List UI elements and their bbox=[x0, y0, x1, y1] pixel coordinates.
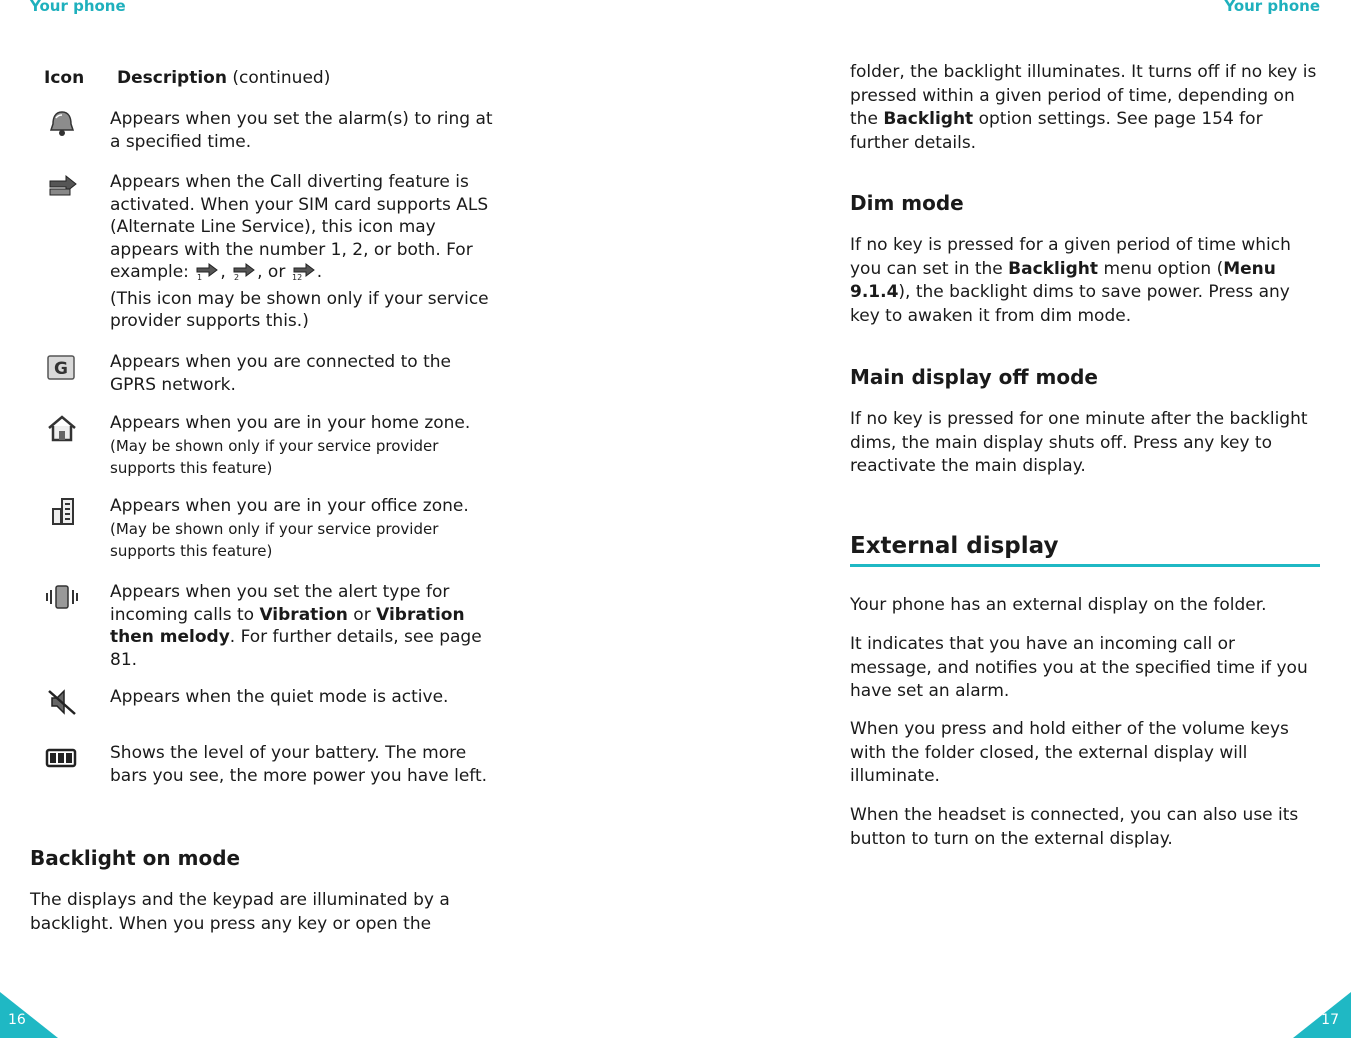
row-description bbox=[110, 171, 494, 333]
external-display-paragraph: When the headset is connected, you can also use its button to turn on the external display. bbox=[850, 805, 1299, 849]
menu-reference: Menu 9.1.4 bbox=[850, 258, 1276, 302]
external-display-heading: External display bbox=[850, 533, 1320, 567]
call-divert-both-lines-icon bbox=[291, 261, 317, 281]
external-display-paragraph: When you press and hold either of the volume keys with the folder closed, the external display will illuminate. bbox=[850, 719, 1289, 786]
svg-text:1: 1 bbox=[197, 273, 203, 281]
svg-text:12: 12 bbox=[291, 273, 302, 281]
row-text: . For further details, see page 81. bbox=[110, 627, 482, 670]
backlight-on-text: The displays and the keypad are illuminated by a backlight. When you press any key or open the bbox=[30, 890, 450, 934]
text-run: ), the backlight dims to save power. Press any key to awaken it from dim mode. bbox=[850, 282, 1290, 326]
divert-end: . bbox=[316, 262, 323, 282]
quiet-mode-icon bbox=[44, 686, 80, 718]
dim-mode-heading: Dim mode bbox=[850, 191, 964, 215]
backlight-option: Backlight bbox=[1008, 258, 1099, 279]
row-description: Appears when the quiet mode is active. bbox=[110, 687, 449, 707]
text-run: If no key is pressed for a given period of time which you can set in the bbox=[850, 235, 1291, 279]
text-run: folder, the backlight illuminates. It turns off if no key is pressed within a given period of time, depending on the bbox=[850, 62, 1317, 129]
row-description: Shows the level of your battery. The more bars you see, the more power you have left. bbox=[110, 743, 488, 786]
column-header-description: Description bbox=[117, 68, 227, 88]
row-text: Appears when you are in your home zone. bbox=[110, 413, 471, 433]
running-head-left: Your phone bbox=[30, 0, 126, 15]
battery-icon bbox=[44, 742, 80, 774]
vibration-option: Vibration bbox=[259, 604, 348, 625]
alarm-bell-icon bbox=[44, 108, 80, 140]
backlight-on-heading: Backlight on mode bbox=[30, 846, 241, 870]
row-description bbox=[110, 581, 494, 671]
call-divert-icon bbox=[44, 171, 80, 203]
row-note: (This icon may be shown only if your service provider supports this.) bbox=[110, 288, 489, 331]
column-header-continued: (continued) bbox=[226, 68, 331, 88]
backlight-continued-text bbox=[850, 61, 1320, 155]
row-text: Appears when you set the alert type for incoming calls to bbox=[110, 582, 450, 625]
vibration-icon bbox=[44, 581, 80, 613]
page-number: 17 bbox=[1321, 1012, 1339, 1028]
row-description: Appears when you set the alarm(s) to ring at a specified time. bbox=[110, 109, 493, 152]
row-description bbox=[110, 412, 494, 480]
page-number: 16 bbox=[8, 1012, 26, 1028]
row-description: Appears when you are connected to the GPRS network. bbox=[110, 352, 451, 395]
row-note: (May be shown only if your service provider supports this feature) bbox=[110, 519, 439, 560]
backlight-option: Backlight bbox=[883, 109, 974, 129]
row-description bbox=[110, 495, 494, 563]
table-header bbox=[44, 68, 330, 88]
external-display-paragraph: Your phone has an external display on the folder. bbox=[850, 595, 1267, 615]
call-divert-line1-icon bbox=[194, 261, 220, 281]
row-text: or bbox=[347, 604, 377, 625]
column-header-icon: Icon bbox=[44, 68, 85, 88]
dim-mode-text bbox=[850, 234, 1320, 328]
divert-sep: , bbox=[220, 262, 232, 282]
text-run: option settings. See page 154 for further details. bbox=[850, 109, 1263, 153]
external-display-paragraph: It indicates that you have an incoming call or message, and notifies you at the specified time if you have set an alarm. bbox=[850, 634, 1308, 701]
running-head-right: Your phone bbox=[1224, 0, 1320, 15]
text-run: menu option ( bbox=[1098, 258, 1224, 279]
main-display-off-heading: Main display off mode bbox=[850, 365, 1098, 389]
call-divert-line2-icon bbox=[231, 261, 257, 281]
divert-sep: , or bbox=[257, 262, 291, 282]
svg-text:G: G bbox=[54, 359, 68, 379]
office-zone-icon bbox=[44, 495, 80, 527]
vibration-melody-option: Vibration then melody bbox=[110, 604, 465, 647]
row-text: Appears when you are in your office zone. bbox=[110, 496, 469, 516]
main-display-off-text: If no key is pressed for one minute after the backlight dims, the main display shuts off. Press any key to reactivate the main display. bbox=[850, 409, 1308, 476]
home-zone-icon bbox=[44, 412, 80, 444]
row-note: (May be shown only if your service provider supports this feature) bbox=[110, 436, 439, 477]
right-page bbox=[676, 0, 1351, 1038]
divert-text: Appears when the Call diverting feature is activated. When your SIM card supports ALS (Alternate Line Service), this icon may appears with the number 1, 2, or both. For example: bbox=[110, 172, 489, 282]
svg-text:2: 2 bbox=[234, 273, 240, 281]
gprs-icon bbox=[44, 351, 80, 383]
